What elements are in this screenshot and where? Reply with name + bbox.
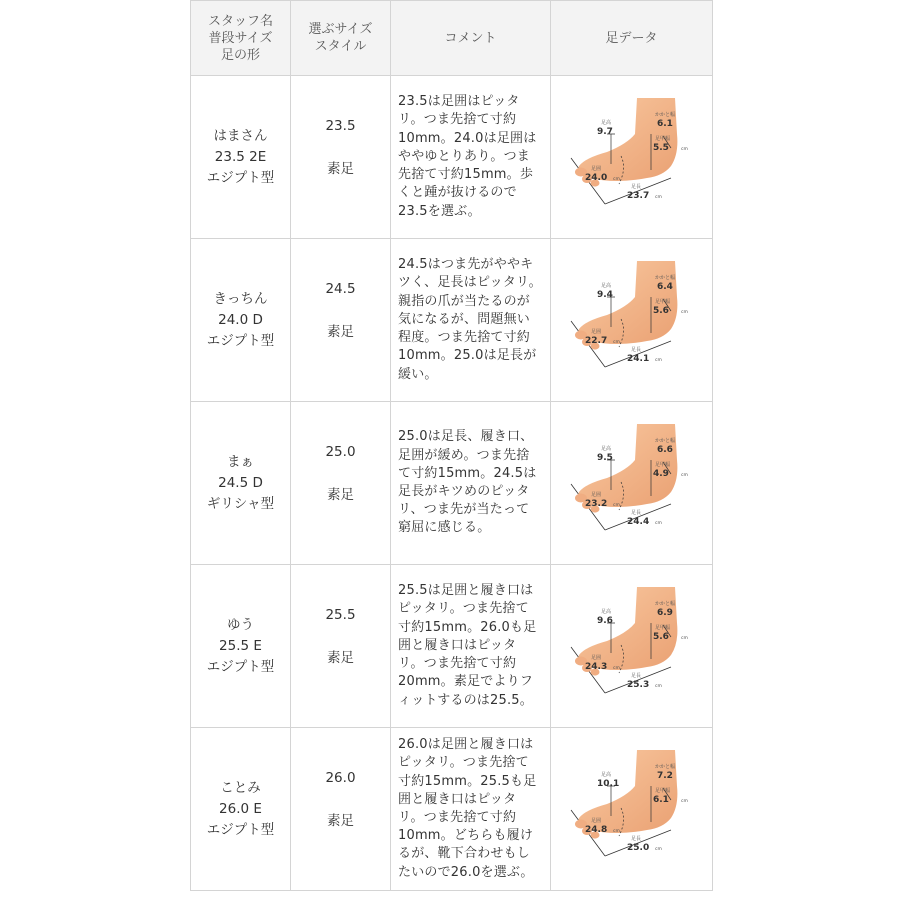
table-header-row	[191, 1, 713, 76]
comment-cell: 23.5は足囲はピッタリ。つま先捨て寸約10mm。24.0は足囲はややゆとりあり。つま先捨て寸約15mm。歩くと踵が抜けるので23.5を選ぶ。	[391, 76, 551, 239]
instep-value: 6.6	[656, 444, 673, 455]
length-value: 23.7	[626, 190, 649, 201]
height-value: 9.4	[596, 289, 613, 300]
wear-style: 素足	[327, 161, 354, 177]
usual-size: 24.5 D	[218, 474, 263, 491]
girth-unit: cm	[612, 828, 620, 834]
height-value: 9.5	[596, 452, 613, 463]
height-label: 足高	[600, 445, 611, 452]
size-table-wrapper	[190, 0, 712, 891]
staff-name: はまさん	[213, 127, 268, 144]
chosen-size: 24.5	[325, 281, 356, 297]
chosen-cell	[291, 239, 391, 402]
instep-label: かかと幅	[654, 600, 675, 607]
staff-cell	[191, 239, 291, 402]
width-label: 足甲幅	[654, 298, 670, 305]
chosen-cell	[291, 565, 391, 728]
height-label: 足高	[600, 608, 611, 615]
width-label: 足甲幅	[654, 461, 670, 468]
staff-name: ことみ	[220, 779, 261, 796]
foot-illustration	[567, 583, 697, 703]
instep-label: かかと幅	[654, 111, 675, 118]
foot-data-cell	[551, 76, 713, 239]
height-label: 足高	[600, 119, 611, 126]
girth-value: 24.3	[584, 661, 607, 672]
header-foot-data: 足データ	[551, 1, 713, 76]
foot-data-cell	[551, 402, 713, 565]
staff-cell	[191, 565, 291, 728]
staff-cell	[191, 76, 291, 239]
length-label: 足長	[630, 346, 641, 353]
length-unit: cm	[654, 194, 662, 200]
length-value: 24.4	[626, 516, 649, 527]
girth-label: 足囲	[590, 817, 601, 824]
length-unit: cm	[654, 520, 662, 526]
usual-size: 24.0 D	[218, 311, 263, 328]
girth-unit: cm	[612, 339, 620, 345]
foot-shape: エジプト型	[206, 332, 275, 349]
length-label: 足長	[630, 183, 641, 190]
foot-shape: エジプト型	[206, 658, 275, 675]
width-value: 5.5	[652, 142, 669, 153]
width-value: 5.6	[652, 305, 669, 316]
foot-illustration	[567, 420, 697, 540]
chosen-cell	[291, 402, 391, 565]
height-value: 9.6	[596, 615, 613, 626]
staff-name: ゆう	[227, 616, 254, 633]
header-comment: コメント	[391, 1, 551, 76]
chosen-size: 25.5	[325, 607, 356, 623]
height-label: 足高	[600, 282, 611, 289]
staff-cell	[191, 402, 291, 565]
usual-size: 26.0 E	[219, 800, 262, 817]
chosen-cell	[291, 76, 391, 239]
wear-style: 素足	[327, 813, 354, 829]
comment-cell: 25.0は足長、履き口、足囲が緩め。つま先捨て寸約15mm。24.5は足長がキツめのピッタリ、つま先が当たって窮屈に感じる。	[391, 402, 551, 565]
chosen-size: 25.0	[325, 444, 356, 460]
wear-style: 素足	[327, 650, 354, 666]
height-value: 10.1	[596, 778, 619, 789]
height-value: 9.7	[596, 126, 613, 137]
staff-name: まぁ	[227, 453, 254, 470]
foot-data-cell	[551, 728, 713, 891]
girth-unit: cm	[612, 665, 620, 671]
girth-label: 足囲	[590, 328, 601, 335]
foot-shape: ギリシャ型	[206, 495, 275, 512]
instep-label: かかと幅	[654, 437, 675, 444]
girth-unit: cm	[612, 176, 620, 182]
length-unit: cm	[654, 357, 662, 363]
table-row	[191, 76, 713, 239]
wear-style: 素足	[327, 487, 354, 503]
foot-shape: エジプト型	[206, 169, 275, 186]
chosen-size: 23.5	[325, 118, 356, 134]
length-value: 24.1	[626, 353, 649, 364]
length-value: 25.3	[626, 679, 649, 690]
foot-data-cell	[551, 565, 713, 728]
wear-style: 素足	[327, 324, 354, 340]
width-label: 足甲幅	[654, 624, 670, 631]
girth-value: 22.7	[584, 335, 607, 346]
width-value: 6.1	[652, 794, 669, 805]
chosen-size: 26.0	[325, 770, 356, 786]
length-unit: cm	[654, 683, 662, 689]
length-label: 足長	[630, 509, 641, 516]
foot-data-cell	[551, 239, 713, 402]
usual-size: 25.5 E	[219, 637, 262, 654]
size-comparison-table	[190, 0, 713, 891]
foot-shape: エジプト型	[206, 821, 275, 838]
comment-cell: 25.5は足囲と履き口はピッタリ。つま先捨て寸約15mm。26.0も足囲と履き口はピッタリ。つま先捨て寸約20mm。素足でよりフィットするのは25.5。	[391, 565, 551, 728]
table-row	[191, 402, 713, 565]
width-unit: cm	[680, 798, 688, 804]
header-chosen-size: 選ぶサイズ スタイル	[291, 1, 391, 76]
width-unit: cm	[680, 472, 688, 478]
instep-value: 6.4	[656, 281, 673, 292]
girth-label: 足囲	[590, 654, 601, 661]
girth-value: 24.0	[584, 172, 607, 183]
header-staff: スタッフ名 普段サイズ 足の形	[191, 1, 291, 76]
table-row	[191, 728, 713, 891]
length-label: 足長	[630, 835, 641, 842]
foot-illustration	[567, 257, 697, 377]
usual-size: 23.5 2E	[214, 148, 267, 165]
instep-value: 6.9	[656, 607, 673, 618]
girth-unit: cm	[612, 502, 620, 508]
table-row	[191, 565, 713, 728]
girth-label: 足囲	[590, 165, 601, 172]
width-unit: cm	[680, 309, 688, 315]
instep-value: 6.1	[656, 118, 673, 129]
girth-value: 24.8	[584, 824, 607, 835]
length-value: 25.0	[626, 842, 649, 853]
width-value: 4.9	[652, 468, 669, 479]
instep-label: かかと幅	[654, 274, 675, 281]
chosen-cell	[291, 728, 391, 891]
staff-cell	[191, 728, 291, 891]
girth-value: 23.2	[584, 498, 607, 509]
width-label: 足甲幅	[654, 135, 670, 142]
foot-illustration	[567, 94, 697, 214]
comment-cell: 26.0は足囲と履き口はピッタリ。つま先捨て寸約15mm。25.5も足囲と履き口はピッタリ。つま先捨て寸約10mm。どちらも履けるが、靴下合わせもしたいので26.0を選ぶ。	[391, 728, 551, 891]
length-label: 足長	[630, 672, 641, 679]
table-row	[191, 239, 713, 402]
height-label: 足高	[600, 771, 611, 778]
comment-cell: 24.5はつま先がややキツく、足長はピッタリ。親指の爪が当たるのが気になるが、問題無い程度。つま先捨て寸約10mm。25.0は足長が緩い。	[391, 239, 551, 402]
foot-illustration	[567, 746, 697, 866]
instep-value: 7.2	[656, 770, 673, 781]
width-unit: cm	[680, 635, 688, 641]
instep-label: かかと幅	[654, 763, 675, 770]
width-label: 足甲幅	[654, 787, 670, 794]
staff-name: きっちん	[213, 290, 268, 307]
girth-label: 足囲	[590, 491, 601, 498]
length-unit: cm	[654, 846, 662, 852]
width-value: 5.6	[652, 631, 669, 642]
width-unit: cm	[680, 146, 688, 152]
